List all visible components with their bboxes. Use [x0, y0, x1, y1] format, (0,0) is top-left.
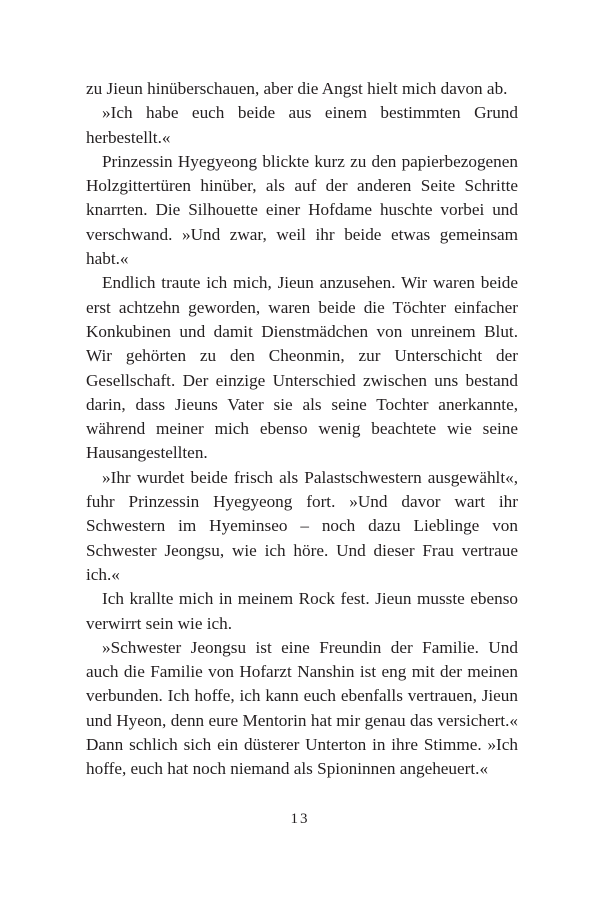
paragraph-sister-jeongsu: »Schwester Jeongsu ist eine Freundin der Familie. Und auch die Familie von Hofarzt Nanshin ist eng mit der meinen verbunden. Ich hoffe, ich kann euch ebenfalls vertrauen, Jieun und Hyeon, denn eure Mentorin hat mir genau das versichert.« Dann schlich sich ein düsterer Unterton in ihre Stimme. »Ich hoffe, euch hat noch niemand als Spioninnen angeheuert.«	[86, 637, 518, 779]
page-number: 13	[290, 811, 310, 827]
paragraph-princess-glance: Prinzessin Hyegyeong blickte kurz zu den papierbezogenen Holzgittertüren hinüber, als auf der anderen Seite Schritte knarrten. Die Silhouette einer Hofdame huschte vorbei und verschwand. »Und zwar, weil ihr beide etwas gemeinsam habt.«	[86, 151, 518, 269]
paragraph-jieun-look: Endlich traute ich mich, Jieun anzusehen. Wir waren beide erst achtzehn geworden, waren beide die Töchter einfacher Konkubinen und damit Dienstmädchen von unreinem Blut. Wir gehörten zu den Cheonmin, zur Unterschicht der Gesellschaft. Der einzige Unterschied zwischen uns bestand darin, dass Jieuns Vater sie als seine Tochter anerkannte, während meiner mich ebenso wenig beachtete wie seine Hausangestellten.	[86, 273, 518, 463]
paragraph-skirt: Ich krallte mich in meinem Rock fest. Jieun musste ebenso verwirrt sein wie ich.	[86, 589, 518, 633]
book-page-body	[86, 77, 518, 782]
paragraph-palace-sisters: »Ihr wurdet beide frisch als Palastschwestern ausgewählt«, fuhr Prinzessin Hyegyeong fort. »Und davor wart ihr Schwestern im Hyeminseo – noch dazu Lieblinge von Schwester Jeongsu, wie ich höre. Und dieser Frau vertraue ich.«	[86, 467, 518, 584]
paragraph-dialogue-1: »Ich habe euch beide aus einem bestimmten Grund herbestellt.«	[86, 103, 518, 147]
paragraph-continuation: zu Jieun hinüberschauen, aber die Angst hielt mich davon ab.	[86, 79, 508, 98]
